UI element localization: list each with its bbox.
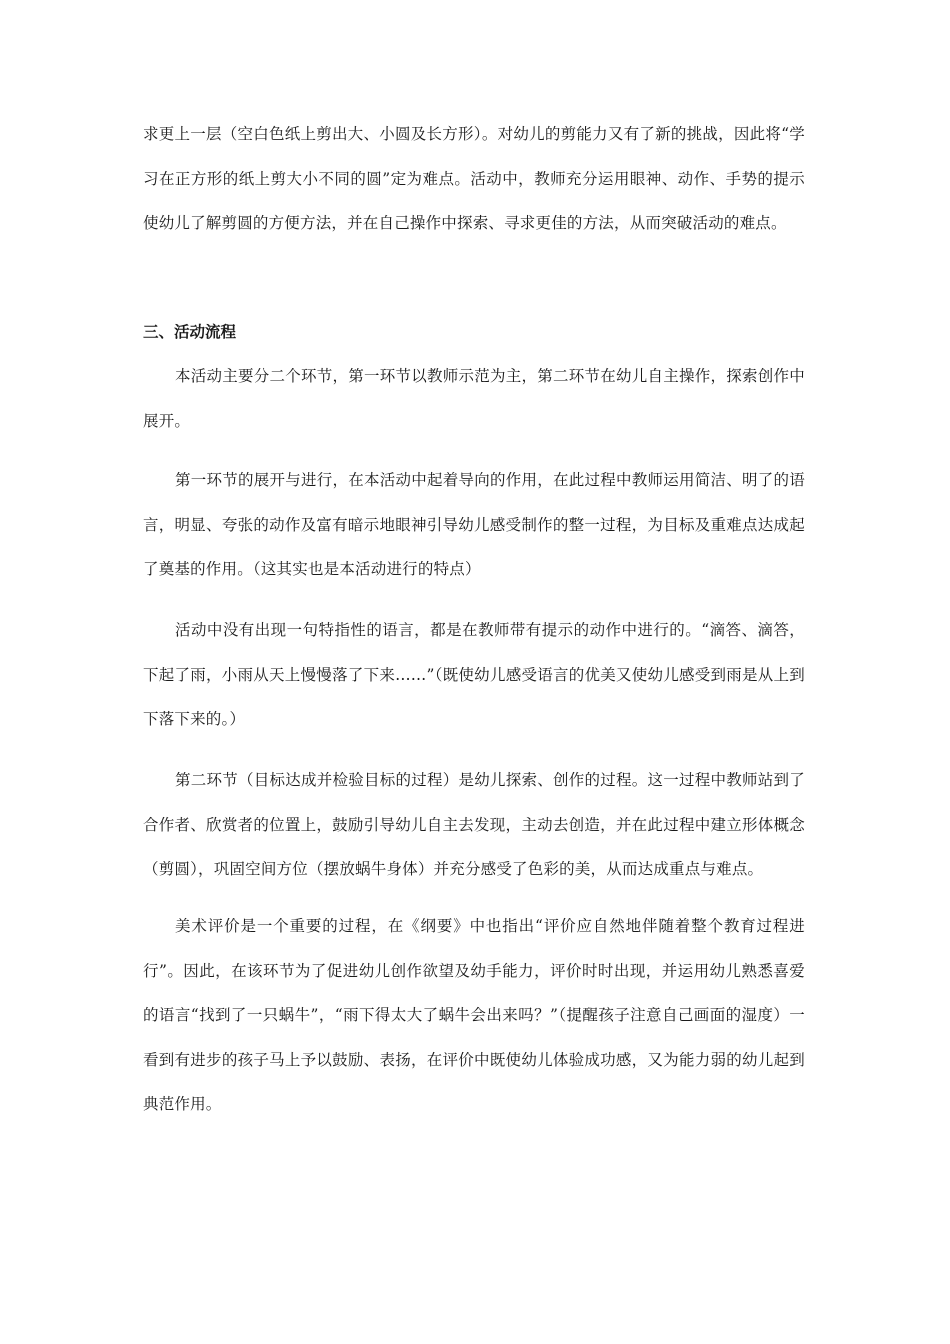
paragraph-art-evaluation: 美术评价是一个重要的过程，在《纲要》中也指出“评价应自然地伴随着整个教育过程进行”。因此，在该环节为了促进幼儿创作欲望及幼手能力，评价时时出现，并运用幼儿熟悉喜爱的语言“找到了一只蜗牛”，“雨下得太大了蜗牛会出来吗？”（提醒孩子注意自己画面的湿度）一看到有进步的孩子马上予以鼓励、表扬，在评价中既使幼儿体验成功感，又为能力弱的幼儿起到典范作用。 [143, 917, 805, 1113]
paragraph-second-stage: 第二环节（目标达成并检验目标的过程）是幼儿探索、创作的过程。这一过程中教师站到了合作者、欣赏者的位置上，鼓励引导幼儿自主去发现，主动去创造，并在此过程中建立形体概念（剪圆），巩固空间方位（摆放蜗牛身体）并充分感受了色彩的美，从而达成重点与难点。 [143, 771, 805, 878]
paragraph-teacher-language: 活动中没有出现一句特指性的语言，都是在教师带有提示的动作中进行的。“滴答、滴答，下起了雨，小雨从天上慢慢落了下来……”（既使幼儿感受语言的优美又使幼儿感受到雨是从上到下落下来的。） [143, 621, 805, 728]
paragraph-activity-overview: 本活动主要分二个环节，第一环节以教师示范为主，第二环节在幼儿自主操作，探索创作中展开。 [143, 367, 805, 430]
paragraph-first-stage: 第一环节的展开与进行，在本活动中起着导向的作用，在此过程中教师运用简洁、明了的语言，明显、夸张的动作及富有暗示地眼神引导幼儿感受制作的整一过程，为目标及重难点达成起了奠基的作用。（这其实也是本活动进行的特点） [143, 471, 805, 578]
paragraph-continuation: 求更上一层（空白色纸上剪出大、小圆及长方形）。对幼儿的剪能力又有了新的挑战，因此将“学习在正方形的纸上剪大小不同的圆”定为难点。活动中，教师充分运用眼神、动作、手势的提示使幼儿了解剪圆的方便方法，并在自己操作中探索、寻求更佳的方法，从而突破活动的难点。 [143, 125, 805, 232]
section-heading-activity-flow: 三、活动流程 [143, 323, 237, 341]
